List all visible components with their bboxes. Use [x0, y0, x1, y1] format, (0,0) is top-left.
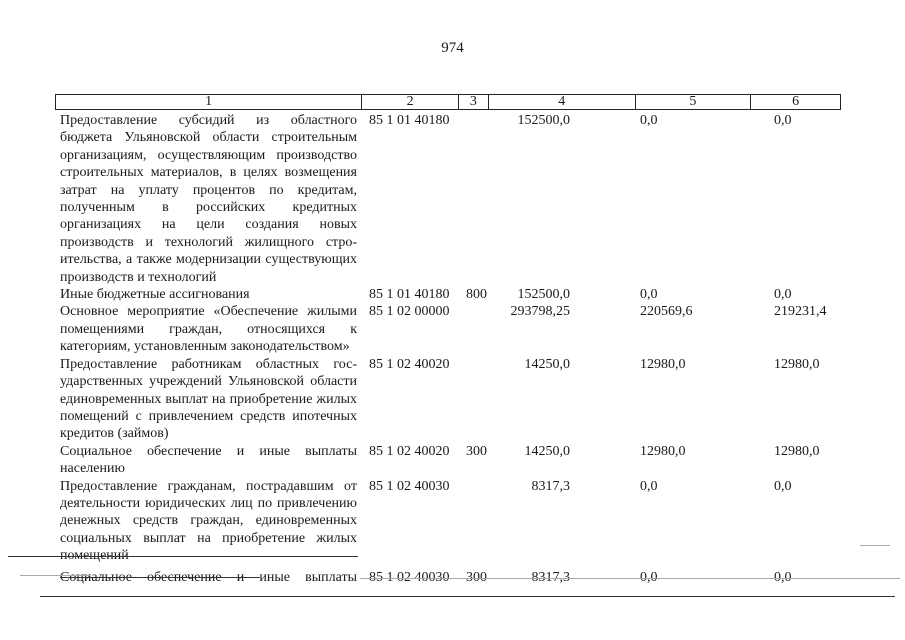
row-code: 85 1 01 40180 — [369, 113, 450, 128]
row-name: Предоставление работникам областных государственных учреждений Ульяновской области единовременных выплат на приобретение жилых помещений с привлечением средств ипотечных кредитов (займов) — [60, 356, 357, 442]
table-row — [60, 286, 842, 303]
row-code: 85 1 02 40030 — [369, 478, 450, 494]
row-code: 85 1 02 40020 — [369, 443, 450, 459]
scan-rule-line — [60, 577, 260, 578]
scan-rule-line — [20, 575, 90, 576]
row-code: 85 1 02 40030 — [369, 569, 450, 585]
header-col-3: 3 — [459, 95, 489, 109]
row-value-6: 12980,0 — [774, 443, 820, 459]
row-name: Социальное обеспечение и иные выплаты населению — [60, 443, 357, 477]
table-row — [60, 303, 842, 355]
row-name: Иные бюджетные ассигнования — [60, 287, 250, 303]
row-value-4: 8317,3 — [531, 569, 570, 585]
row-value-6: 219231,4 — [774, 304, 827, 320]
row-code: 85 1 01 40180 — [369, 287, 450, 303]
row-value-5: 12980,0 — [640, 356, 686, 372]
row-value-6: 0,0 — [774, 569, 792, 585]
row-value-5: 0,0 — [640, 569, 658, 585]
row-value-6: 12980,0 — [774, 356, 820, 372]
row-value-5: 12980,0 — [640, 443, 686, 459]
row-vr: 300 — [466, 443, 487, 459]
row-value-4: 14250,0 — [524, 443, 570, 459]
scan-rule-line — [360, 578, 900, 579]
row-vr: 300 — [466, 569, 487, 585]
table-header — [55, 94, 841, 110]
scan-rule-line — [860, 545, 890, 546]
row-value-6: 0,0 — [774, 478, 792, 494]
row-value-6: 0,0 — [774, 113, 792, 128]
row-code: 85 1 02 40020 — [369, 356, 450, 372]
table-row — [60, 356, 842, 443]
row-vr: 800 — [466, 287, 487, 303]
row-name: Предоставление гражданам, пострадавшим от деятельности юридических лиц по привлечению денежных средств граждан, единовременных социальных выплат на приобретение жилых помещений — [60, 478, 357, 564]
table-body — [60, 112, 842, 586]
row-value-4: 8317,3 — [531, 478, 570, 494]
header-col-2: 2 — [362, 95, 459, 109]
scan-rule-line — [8, 556, 358, 557]
row-name: Социальное обеспечение и иные выплаты — [60, 569, 357, 585]
header-col-1: 1 — [56, 95, 362, 109]
row-value-5: 0,0 — [640, 478, 658, 494]
header-col-6: 6 — [792, 94, 800, 109]
header-col-4: 4 — [489, 95, 636, 109]
table-row — [60, 478, 842, 565]
row-value-6: 0,0 — [774, 287, 792, 303]
row-value-5: 220569,6 — [640, 304, 693, 320]
table-row — [60, 443, 842, 478]
row-value-4: 152500,0 — [517, 287, 570, 303]
table-row — [60, 112, 842, 286]
row-name: Предоставление субсидий из областного бюджета Ульяновской области строительным организациям, осуществляющим производство строительных материалов, в целях возмещения затрат на уплату процентов по кредитам, полученным в российских кредитных организациях на цели создания новых производств и технологий жилищного строительства, а также модернизации существующих производств и технологий — [60, 113, 357, 285]
row-name: Основное мероприятие «Обеспечение жилыми помещениями граждан, относящихся к категориям, установленным законодательством» — [60, 304, 357, 355]
row-value-4: 152500,0 — [517, 113, 570, 128]
row-code: 85 1 02 00000 — [369, 304, 450, 320]
row-value-4: 14250,0 — [524, 356, 570, 372]
header-col-5: 5 — [636, 95, 752, 109]
row-value-4: 293798,25 — [510, 304, 570, 320]
page-number: 974 — [441, 40, 464, 56]
row-value-5: 0,0 — [640, 113, 658, 128]
row-value-5: 0,0 — [640, 287, 658, 303]
scan-rule-line — [40, 596, 895, 597]
